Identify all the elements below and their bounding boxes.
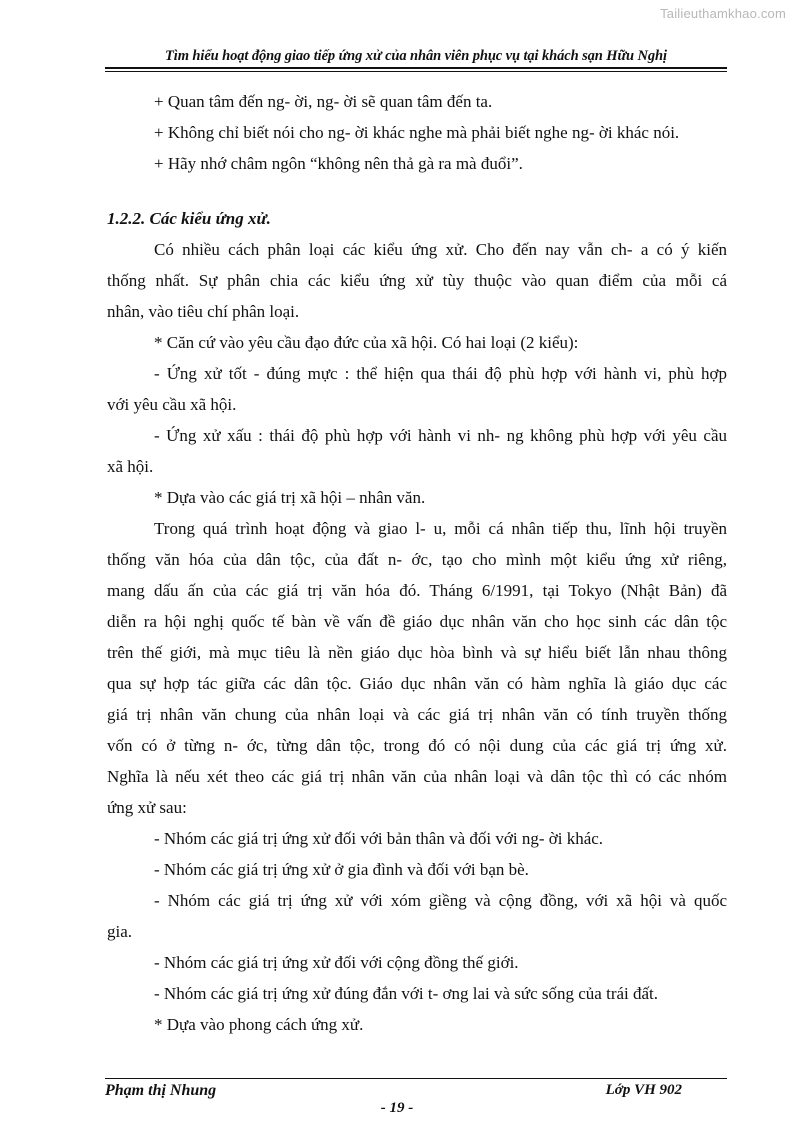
page-body xyxy=(107,86,727,1040)
intro-bullet: + Hãy nhớ châm ngôn “không nên thả gà ra mà đuổi”. xyxy=(154,154,523,173)
paragraph-line: Trong quá trình hoạt động và giao l- u, mỗi cá nhân tiếp thu, lĩnh hội truyền xyxy=(154,519,727,538)
paragraph-line: thống văn hóa của dân tộc, của đất n- ớc, tạo cho mình một kiểu ứng xử riêng, xyxy=(107,550,727,569)
footer-class: Lớp VH 902 xyxy=(605,1082,682,1098)
footer-author: Phạm thị Nhung xyxy=(105,1082,217,1099)
group-item: - Nhóm các giá trị ứng xử đối với bản thân và đối với ng- ời khác. xyxy=(154,829,604,848)
header-rule-thin xyxy=(105,71,727,72)
paragraph-line: vốn có ở từng n- ớc, từng dân tộc, trong đó có nội dung của các giá trị ứng xử. xyxy=(107,736,727,755)
bad-behavior-line: xã hội. xyxy=(107,457,154,476)
criterion-line: * Dựa vào phong cách ứng xử. xyxy=(154,1015,364,1034)
paragraph-line: nhân, vào tiêu chí phân loại. xyxy=(107,302,300,321)
spacer xyxy=(107,179,727,203)
header-rule-thick xyxy=(105,67,727,69)
group-item: gia. xyxy=(107,922,133,941)
paragraph-line: Nghĩa là nếu xét theo các giá trị nhân văn của nhân loại và dân tộc thì có các nhóm xyxy=(107,767,727,786)
good-behavior-line: với yêu cầu xã hội. xyxy=(107,395,237,414)
footer-rule xyxy=(105,1078,727,1079)
group-item: - Nhóm các giá trị ứng xử đối với cộng đồng thế giới. xyxy=(154,953,519,972)
paragraph-line: diễn ra hội nghị quốc tế bàn về vấn đề giáo dục nhân văn cho học sinh các dân tộc xyxy=(107,612,727,631)
section-heading: 1.2.2. Các kiểu ứng xử. xyxy=(107,209,271,228)
paragraph-line: Có nhiều cách phân loại các kiểu ứng xử. Cho đến nay vẫn ch- a có ý kiến xyxy=(154,240,727,259)
intro-bullet: + Quan tâm đến ng- ời, ng- ời sẽ quan tâm đến ta. xyxy=(154,92,493,111)
criterion-line: * Dựa vào các giá trị xã hội – nhân văn. xyxy=(154,488,426,507)
page-number: - 19 - xyxy=(380,1100,414,1116)
paragraph-line: trên thế giới, mà mục tiêu là nền giáo dục hòa bình và sự hiểu biết lẫn nhau thông xyxy=(107,643,727,662)
watermark: Tailieuthamkhao.com xyxy=(660,6,786,21)
group-item: - Nhóm các giá trị ứng xử đúng đắn với t- ơng lai và sức sống của trái đất. xyxy=(154,984,659,1003)
paragraph-line: ứng xử sau: xyxy=(107,798,187,817)
good-behavior-line: - Ứng xử tốt - đúng mực : thể hiện qua thái độ phù hợp với hành vi, phù hợp xyxy=(154,364,727,383)
paragraph-line: giá trị nhân văn chung của nhân loại và các giá trị nhân văn có tính truyền thống xyxy=(107,705,727,724)
running-header: Tìm hiểu hoạt động giao tiếp ứng xử của nhân viên phục vụ tại khách sạn Hữu Nghị xyxy=(165,48,667,64)
group-item: - Nhóm các giá trị ứng xử ở gia đình và đối với bạn bè. xyxy=(154,860,529,879)
paragraph-line: mang dấu ấn của các giá trị văn hóa đó. Tháng 6/1991, tại Tokyo (Nhật Bản) đã xyxy=(107,581,727,600)
bad-behavior-line: - Ứng xử xấu : thái độ phù hợp với hành vi nh- ng không phù hợp với yêu cầu xyxy=(154,426,727,445)
criterion-line: * Căn cứ vào yêu cầu đạo đức của xã hội. Có hai loại (2 kiểu): xyxy=(154,333,579,352)
group-item: - Nhóm các giá trị ứng xử với xóm giềng và cộng đồng, với xã hội và quốc xyxy=(154,891,727,910)
paragraph-line: qua sự hợp tác giữa các dân tộc. Giáo dục nhân văn có hàm nghĩa là giáo dục các xyxy=(107,674,727,693)
intro-bullet: + Không chỉ biết nói cho ng- ời khác nghe mà phải biết nghe ng- ời khác nói. xyxy=(154,123,680,142)
paragraph-line: thống nhất. Sự phân chia các kiểu ứng xử tùy thuộc vào quan điểm của mỗi cá xyxy=(107,271,727,290)
